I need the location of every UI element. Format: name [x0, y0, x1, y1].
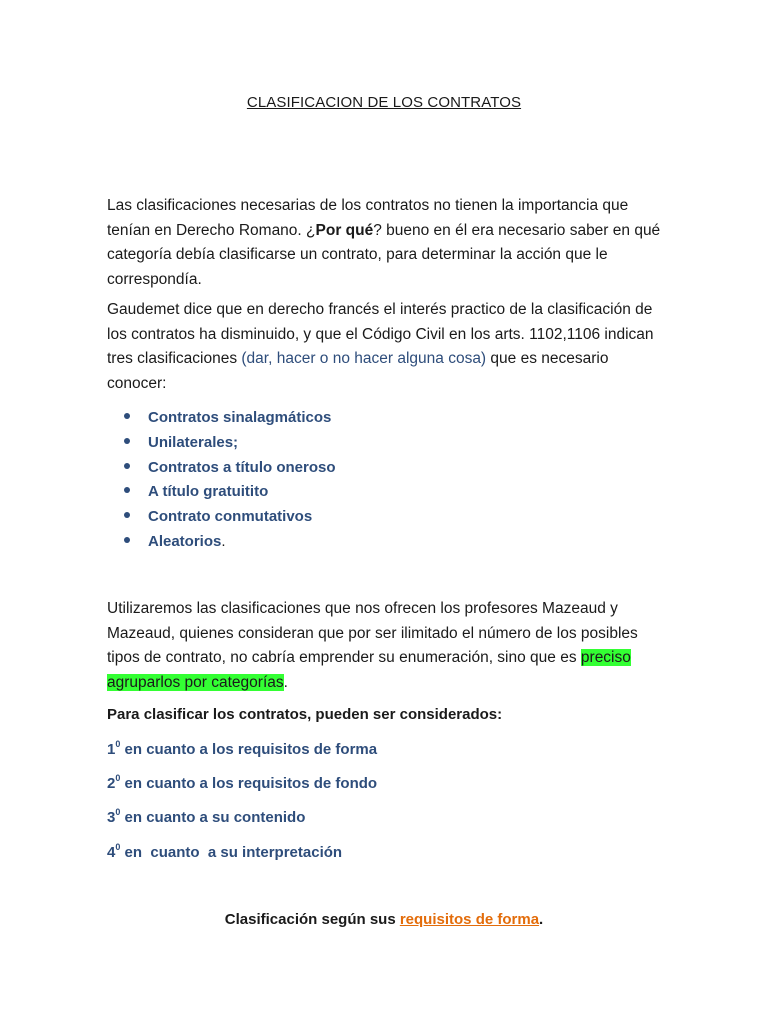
document-title: CLASIFICACION DE LOS CONTRATOS	[246, 94, 522, 111]
requirement-number: 3	[107, 809, 116, 826]
requirement-ordinal: 0	[115, 842, 121, 852]
list-item-text: Aleatorios	[148, 532, 222, 550]
requirement-ordinal: 0	[115, 739, 121, 749]
section-heading-link[interactable]: requisitos de forma	[399, 911, 540, 928]
requirement-number: 1	[107, 741, 116, 758]
paragraph-intro-text-1: Las clasificaciones necesarias de los contratos no tienen la importancia que tenían en Derecho Romano. ¿	[107, 197, 629, 239]
requirement-text: en cuanto a su interpretación	[120, 844, 343, 861]
list-item	[124, 431, 336, 456]
list-item	[124, 505, 336, 530]
paragraph-intro	[107, 194, 667, 292]
bullet-icon	[124, 413, 130, 419]
list-item-text: Unilaterales;	[148, 433, 239, 451]
paragraph-gaudemet-blue: (dar, hacer o no hacer alguna cosa)	[241, 350, 487, 367]
list-item	[124, 456, 336, 481]
list-item-suffix: .	[221, 532, 226, 550]
classification-heading: Para clasificar los contratos, pueden ser considerados:	[107, 706, 503, 723]
bullet-icon	[124, 512, 130, 518]
paragraph-mazeaud-text-2: .	[283, 673, 288, 691]
requirement-item	[107, 843, 342, 861]
list-item	[124, 530, 336, 555]
requirement-number: 2	[107, 775, 116, 792]
list-item-text: Contratos sinalagmáticos	[148, 409, 332, 426]
requirement-item	[107, 740, 377, 758]
requirement-number: 4	[107, 844, 116, 861]
requirement-ordinal: 0	[115, 773, 121, 783]
bullet-icon	[124, 438, 130, 444]
requirement-text: en cuanto a los requisitos de forma	[120, 741, 378, 758]
paragraph-intro-bold: Por qué	[315, 221, 374, 239]
paragraph-gaudemet	[107, 298, 667, 396]
paragraph-mazeaud	[107, 597, 667, 695]
list-item-text: A título gratuitito	[148, 483, 269, 501]
requirement-item	[107, 808, 305, 826]
list-item-text: Contrato conmutativos	[148, 508, 313, 526]
requirement-ordinal: 0	[115, 807, 121, 817]
classification-list	[124, 406, 336, 555]
requirement-text: en cuanto a su contenido	[120, 809, 306, 826]
paragraph-gaudemet-text-1: Gaudemet dice que en derecho francés el interés practico de la clasificación de los contratos ha disminuido, y que el Código Civil en los arts. 1102,1106 indican tres clasificaciones	[107, 301, 654, 367]
requirement-item	[107, 774, 377, 792]
bullet-icon	[124, 537, 130, 543]
paragraph-mazeaud-highlight: preciso agruparlos por categorías	[107, 649, 631, 691]
section-heading-prefix: Clasificación según sus	[224, 911, 400, 928]
paragraph-mazeaud-text-1: Utilizaremos las clasificaciones que nos ofrecen los profesores Mazeaud y Mazeaud, quienes consideran que por ser ilimitado el número de los posibles tipos de contrato, no cabría emprender su enumeración, sino que es	[107, 600, 638, 666]
bullet-icon	[124, 487, 130, 493]
bullet-icon	[124, 463, 130, 469]
section-heading	[0, 911, 768, 928]
requirement-text: en cuanto a los requisitos de fondo	[120, 775, 378, 792]
list-item	[124, 406, 336, 431]
paragraph-gaudemet-text-2: que es necesario conocer:	[107, 350, 609, 392]
list-item-text: Contratos a título oneroso	[148, 458, 336, 476]
section-heading-suffix: .	[539, 911, 544, 928]
list-item	[124, 480, 336, 505]
paragraph-intro-text-2: ? bueno en él era necesario saber en qué categoría debía clasificarse un contrato, para determinar la acción que le correspondía.	[107, 221, 661, 288]
